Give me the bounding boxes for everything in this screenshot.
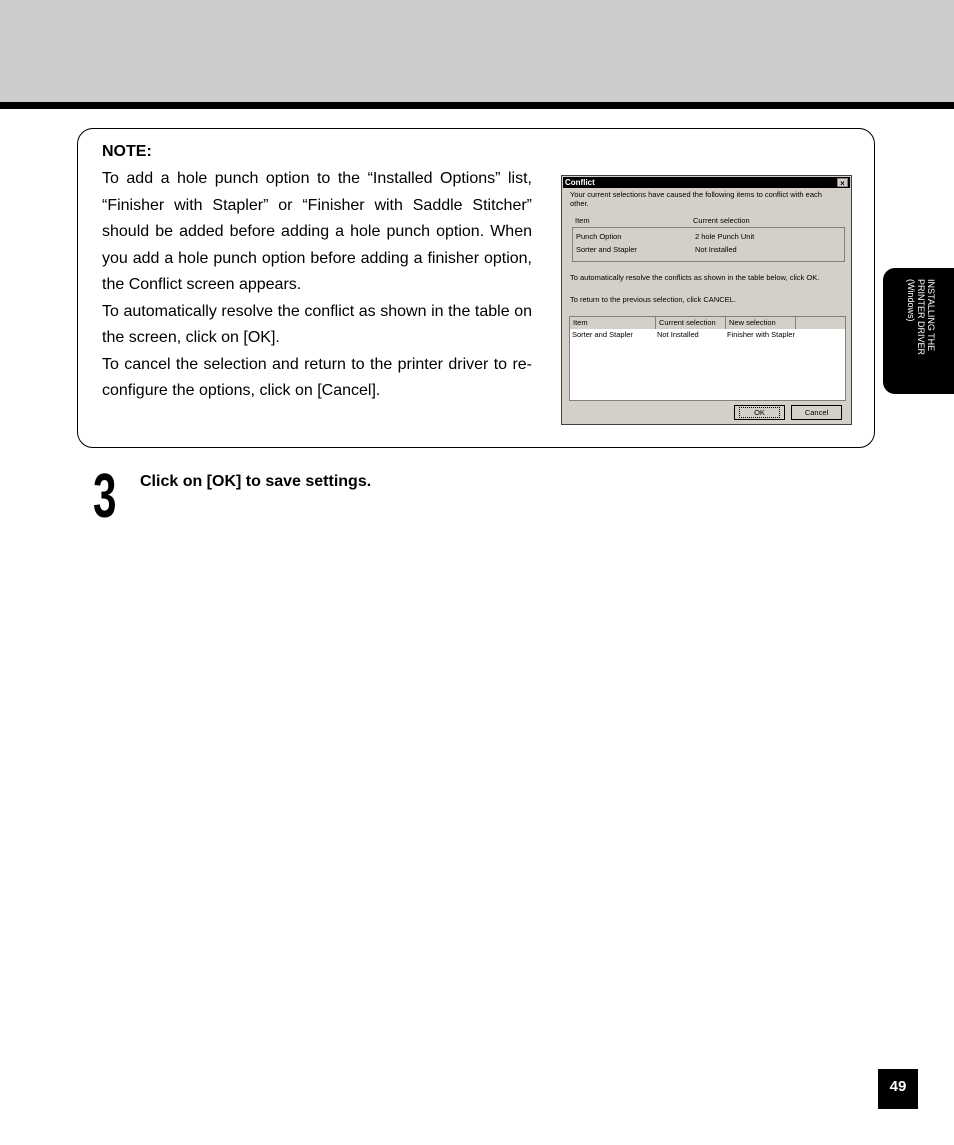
section-tab-line: (Windows) xyxy=(906,279,916,322)
dialog-titlebar xyxy=(563,177,850,188)
column-header-new[interactable]: New selection xyxy=(726,317,796,329)
close-icon[interactable]: × xyxy=(837,178,848,187)
column-header-item[interactable]: Item xyxy=(570,317,656,329)
conflict-header-item: Item xyxy=(575,216,590,225)
resolution-list-header xyxy=(570,317,845,329)
conflict-cell: Not Installed xyxy=(695,245,737,254)
conflict-cell: Sorter and Stapler xyxy=(576,245,637,254)
header-rule xyxy=(0,102,954,109)
cancel-button[interactable]: Cancel xyxy=(791,405,842,420)
conflict-dialog xyxy=(561,175,852,425)
note-paragraph: To add a hole punch option to the “Installed Options” list, “Finisher with Stapler” or “Finisher with Saddle Stitcher” should be added before adding a hole punch option. When you add a hole punch option before adding a finisher option, the Conflict screen appears. xyxy=(102,170,532,293)
note-paragraph: To cancel the selection and return to the printer driver to re-configure the options, click on [Cancel]. xyxy=(102,355,532,399)
step-text: Click on [OK] to save settings. xyxy=(140,473,372,490)
column-header-current[interactable]: Current selection xyxy=(656,317,726,329)
ok-button-label: OK xyxy=(739,407,780,418)
section-tab-label xyxy=(906,279,936,389)
conflict-table-body xyxy=(572,227,845,262)
return-instruction: To return to the previous selection, click CANCEL. xyxy=(570,295,736,304)
dialog-title: Conflict xyxy=(565,178,595,187)
conflict-cell: Punch Option xyxy=(576,232,622,241)
section-tab-line: PRINTER DRIVER xyxy=(916,279,926,356)
resolution-cell: Not Installed xyxy=(657,330,699,339)
note-text xyxy=(102,166,532,405)
conflict-table xyxy=(569,214,845,262)
conflict-cell: 2 hole Punch Unit xyxy=(695,232,755,241)
dialog-message: Your current selections have caused the following items to conflict with each other. xyxy=(570,190,822,208)
list-item[interactable] xyxy=(570,330,845,340)
section-tab-line: INSTALLING THE xyxy=(926,279,936,352)
ok-button[interactable] xyxy=(734,405,785,420)
resolve-instruction: To automatically resolve the conflicts as shown in the table below, click OK. xyxy=(570,273,820,282)
conflict-table-header xyxy=(573,216,841,226)
note-paragraph: To automatically resolve the conflict as shown in the table on the screen, click on [OK]. xyxy=(102,302,532,346)
step-number: 3 xyxy=(93,462,117,531)
resolution-cell: Finisher with Stapler xyxy=(727,330,795,339)
resolution-cell: Sorter and Stapler xyxy=(572,330,633,339)
page-number: 49 xyxy=(878,1069,918,1109)
note-title: NOTE: xyxy=(102,143,152,160)
resolution-list[interactable] xyxy=(569,316,846,401)
header-band xyxy=(0,0,954,102)
note-box xyxy=(77,128,875,448)
conflict-header-current: Current selection xyxy=(693,216,750,225)
